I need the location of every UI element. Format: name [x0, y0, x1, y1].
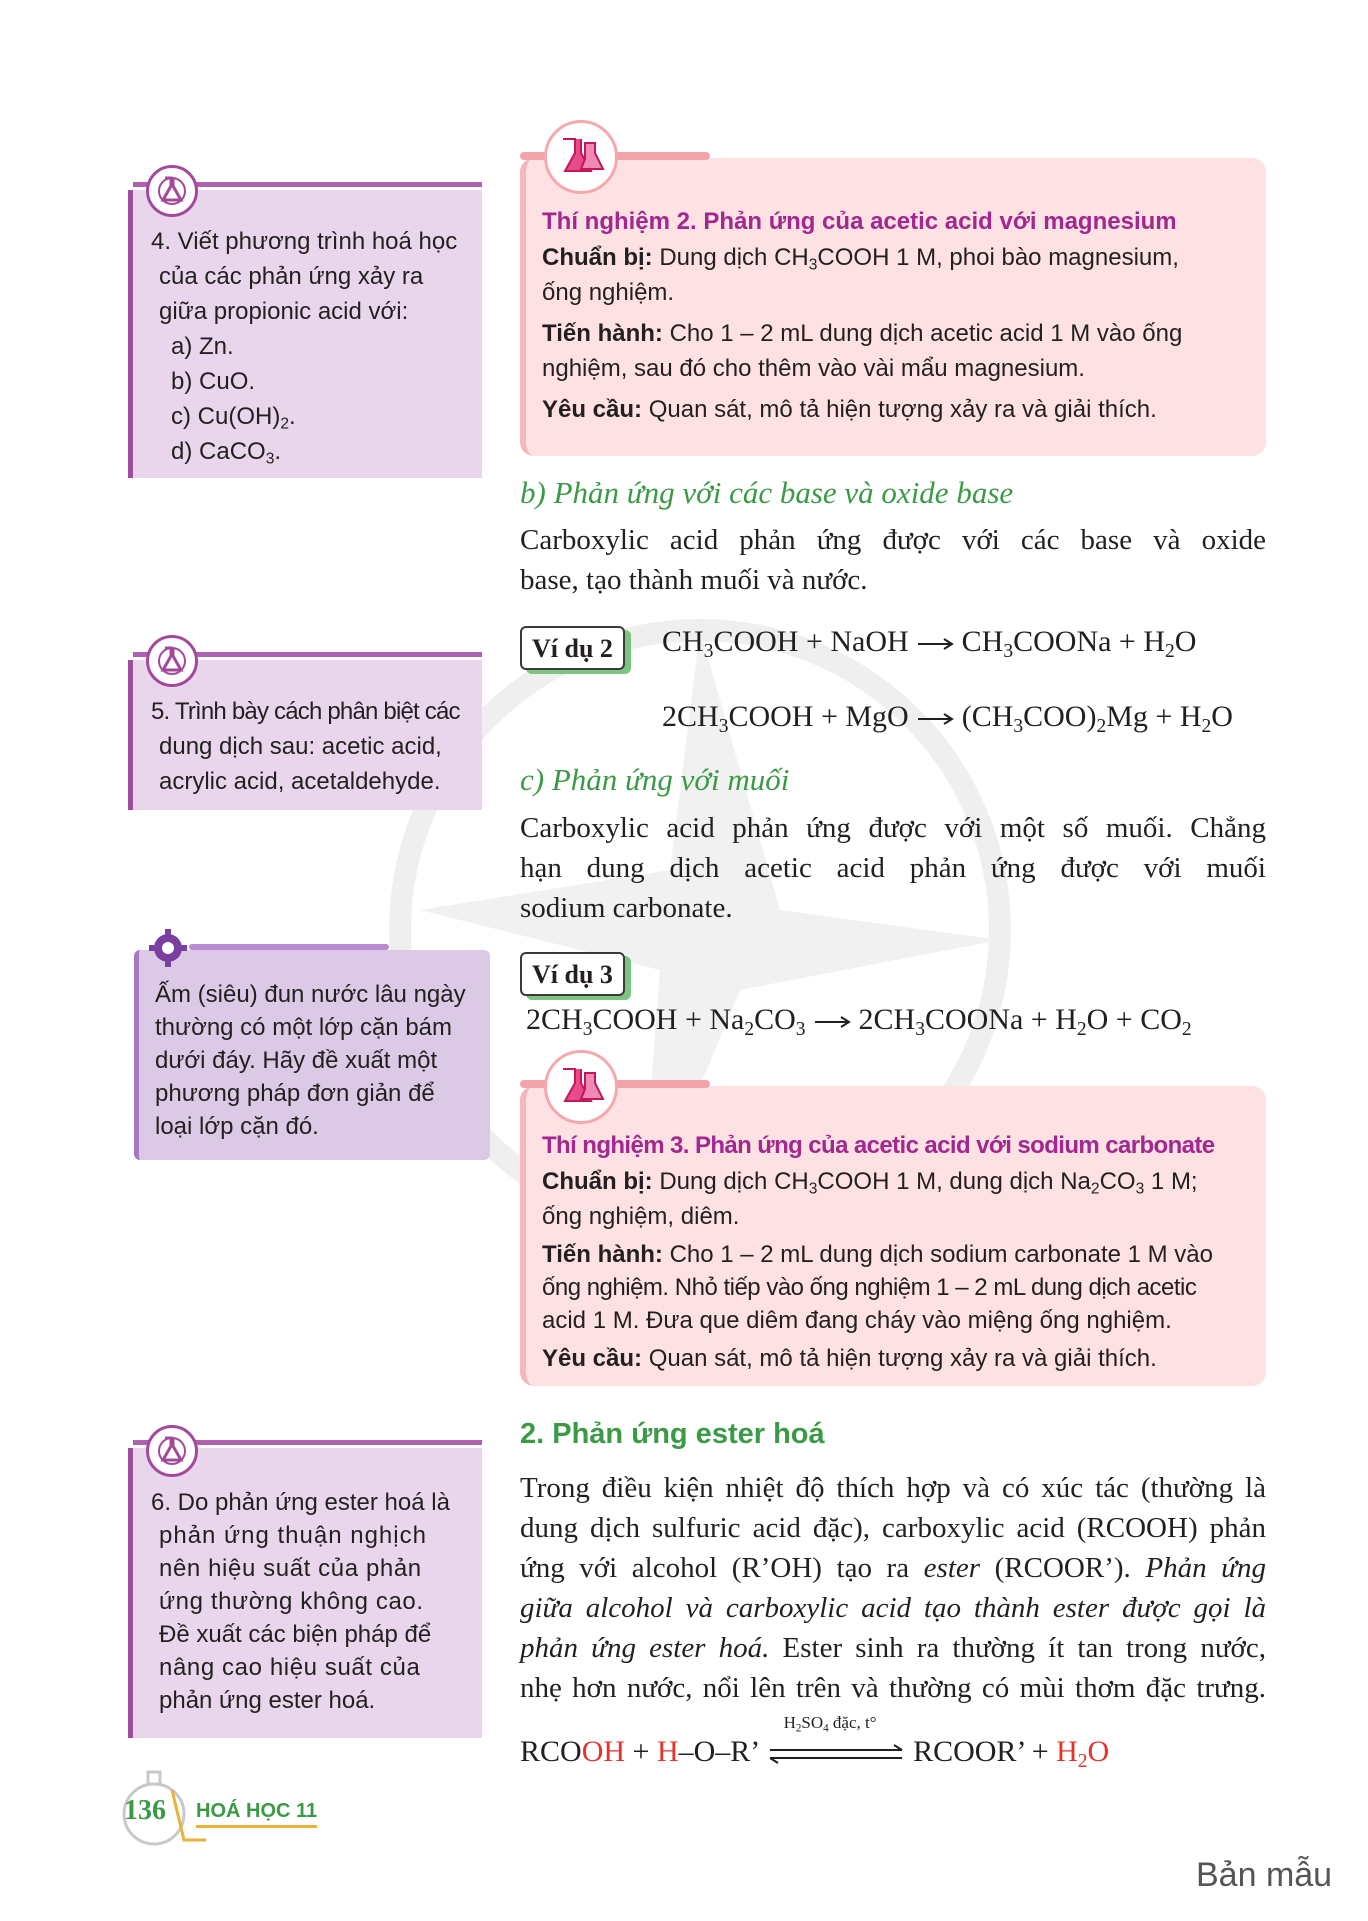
experiment-2-box [520, 158, 1266, 456]
q4-item-c: c) $Cu(OH)_2$. [171, 403, 296, 433]
q6-line-5: Đề xuất các biện pháp để [159, 1621, 432, 1648]
q6-line-2: phản ứng thuận nghịch [159, 1522, 427, 1549]
apply-line-4: phương pháp đơn giản để [155, 1080, 435, 1107]
apply-line-1: Ấm (siêu) đun nước lâu ngày [155, 981, 466, 1008]
example-2-tag: Ví dụ 2 [520, 626, 625, 670]
experiment-3-title: Thí nghiệm 3. Phản ứng của acetic acid với sodium carbonate [542, 1132, 1215, 1159]
q4-item-d: d) CaCO$_3$. [171, 438, 282, 468]
equation-na2co3: $2CH_3COOH + Na_2CO_3$ $2CH_3COONa + H_2O + CO_2$ [526, 1003, 1192, 1040]
apply-line-5: loại lớp cặn đó. [155, 1113, 319, 1140]
flask-badge-icon [146, 635, 198, 687]
experiment-3-prep-cont: ống nghiệm, diêm. [542, 1203, 740, 1230]
esterification-equation: RCOOH + H–O–R’ $H_2SO_4$ đặc, t° RCOOR’ + $H_2O$ [520, 1713, 1110, 1772]
experiment-3-procedure: Tiến hành: Cho 1 – 2 mL dung dịch sodium carbonate 1 M vào [542, 1241, 1213, 1268]
equation-naoh: $CH_3COOH$ + NaOH $CH_3COONa + H_2O$ [662, 625, 1197, 662]
q4-line-1: 4. Viết phương trình hoá học [151, 228, 458, 255]
q6-line-1: 6. Do phản ứng ester hoá là [151, 1489, 450, 1516]
q5-line-1: 5. Trình bày cách phân biệt các [151, 698, 460, 725]
experiment-3-procedure-cont2: acid 1 M. Đưa que diêm đang cháy vào miệng ống nghiệm. [542, 1307, 1172, 1334]
experiment-2-title: Thí nghiệm 2. Phản ứng của acetic acid với magnesium [542, 208, 1177, 235]
apply-line-3: dưới đáy. Hãy đề xuất một [155, 1047, 438, 1074]
experiment-2-prep: Chuẩn bị: Dung dịch $CH_3COOH$ 1 M, phoi bào magnesium, [542, 244, 1179, 274]
question-box-6 [128, 1448, 482, 1738]
q6-line-7: phản ứng ester hoá. [159, 1687, 376, 1714]
experiment-2-prep-cont: ống nghiệm. [542, 279, 675, 306]
section-2-heading: 2. Phản ứng ester hoá [520, 1418, 825, 1450]
q6-line-4: ứng thường không cao. [159, 1588, 424, 1615]
apply-line-2: thường có một lớp cặn bám [155, 1014, 453, 1041]
section-b-heading: b) Phản ứng với các base và oxide base [520, 475, 1014, 510]
experiment-3-prep: Chuẩn bị: Dung dịch $CH_3COOH$ 1 M, dung dịch $Na_2CO_3$ 1 M; [542, 1168, 1198, 1198]
section-b-paragraph: Carboxylic acid phản ứng được với các base và oxide base, tạo thành muối và nước. [520, 524, 1266, 596]
example-3-tag: Ví dụ 3 [520, 952, 625, 996]
gear-icon [148, 928, 188, 968]
section-c-paragraph: Carboxylic acid phản ứng được với một số muối. Chẳng hạn dung dịch acetic acid phản ứng được với muối sodium carbonate. [520, 812, 1266, 924]
section-c-heading: c) Phản ứng với muối [520, 762, 790, 797]
experiment-2-procedure: Tiến hành: Cho 1 – 2 mL dung dịch acetic acid 1 M vào ống [542, 320, 1183, 347]
experiment-2-requirement: Yêu cầu: Quan sát, mô tả hiện tượng xảy ra và giải thích. [542, 396, 1157, 423]
q5-line-3: acrylic acid, acetaldehyde. [159, 768, 441, 795]
flask-icon [544, 120, 618, 194]
q4-item-a: a) Zn. [171, 333, 234, 360]
q6-line-6: nâng cao hiệu suất của [159, 1654, 421, 1681]
q4-line-2: của các phản ứng xảy ra [159, 263, 424, 290]
section-2-paragraph: Trong điều kiện nhiệt độ thích hợp và có xúc tác (thường là dung dịch sulfuric acid đặc), carboxylic acid (RCOOH) phản ứng với alcohol (R’OH) tạo ra ester (RCOOR’). Phản ứng giữa alcohol và carboxylic acid tạo thành ester được gọi là phản ứng ester hoá. Ester sinh ra thường ít tan trong nước, nhẹ hơn nước, nổi lên trên và thường có mùi thơm đặc trưng. [520, 1472, 1266, 1704]
q5-line-2: dung dịch sau: acetic acid, [159, 733, 442, 760]
flask-badge-icon [146, 165, 198, 217]
experiment-3-procedure-cont: ống nghiệm. Nhỏ tiếp vào ống nghiệm 1 – 2 mL dung dịch acetic [542, 1274, 1197, 1301]
question-box-4 [128, 190, 482, 478]
q6-line-3: nên hiệu suất của phản [159, 1555, 422, 1582]
experiment-3-box [520, 1086, 1266, 1386]
page-number: 136 [124, 1795, 166, 1826]
book-title: HOÁ HỌC 11 [196, 1800, 317, 1828]
experiment-2-procedure-cont: nghiệm, sau đó cho thêm vào vài mẩu magnesium. [542, 355, 1085, 382]
q4-item-b: b) CuO. [171, 368, 256, 395]
flask-icon [544, 1050, 618, 1124]
q4-line-3: giữa propionic acid với: [159, 298, 409, 325]
flask-badge-icon [146, 1425, 198, 1477]
apply-box [134, 950, 490, 1160]
equation-mgo: $2CH_3COOH$ + MgO $(CH_3COO)_2Mg + H_2O$ [662, 700, 1233, 737]
sample-stamp: Bản mẫu [1196, 1856, 1333, 1894]
experiment-3-requirement: Yêu cầu: Quan sát, mô tả hiện tượng xảy ra và giải thích. [542, 1345, 1157, 1372]
